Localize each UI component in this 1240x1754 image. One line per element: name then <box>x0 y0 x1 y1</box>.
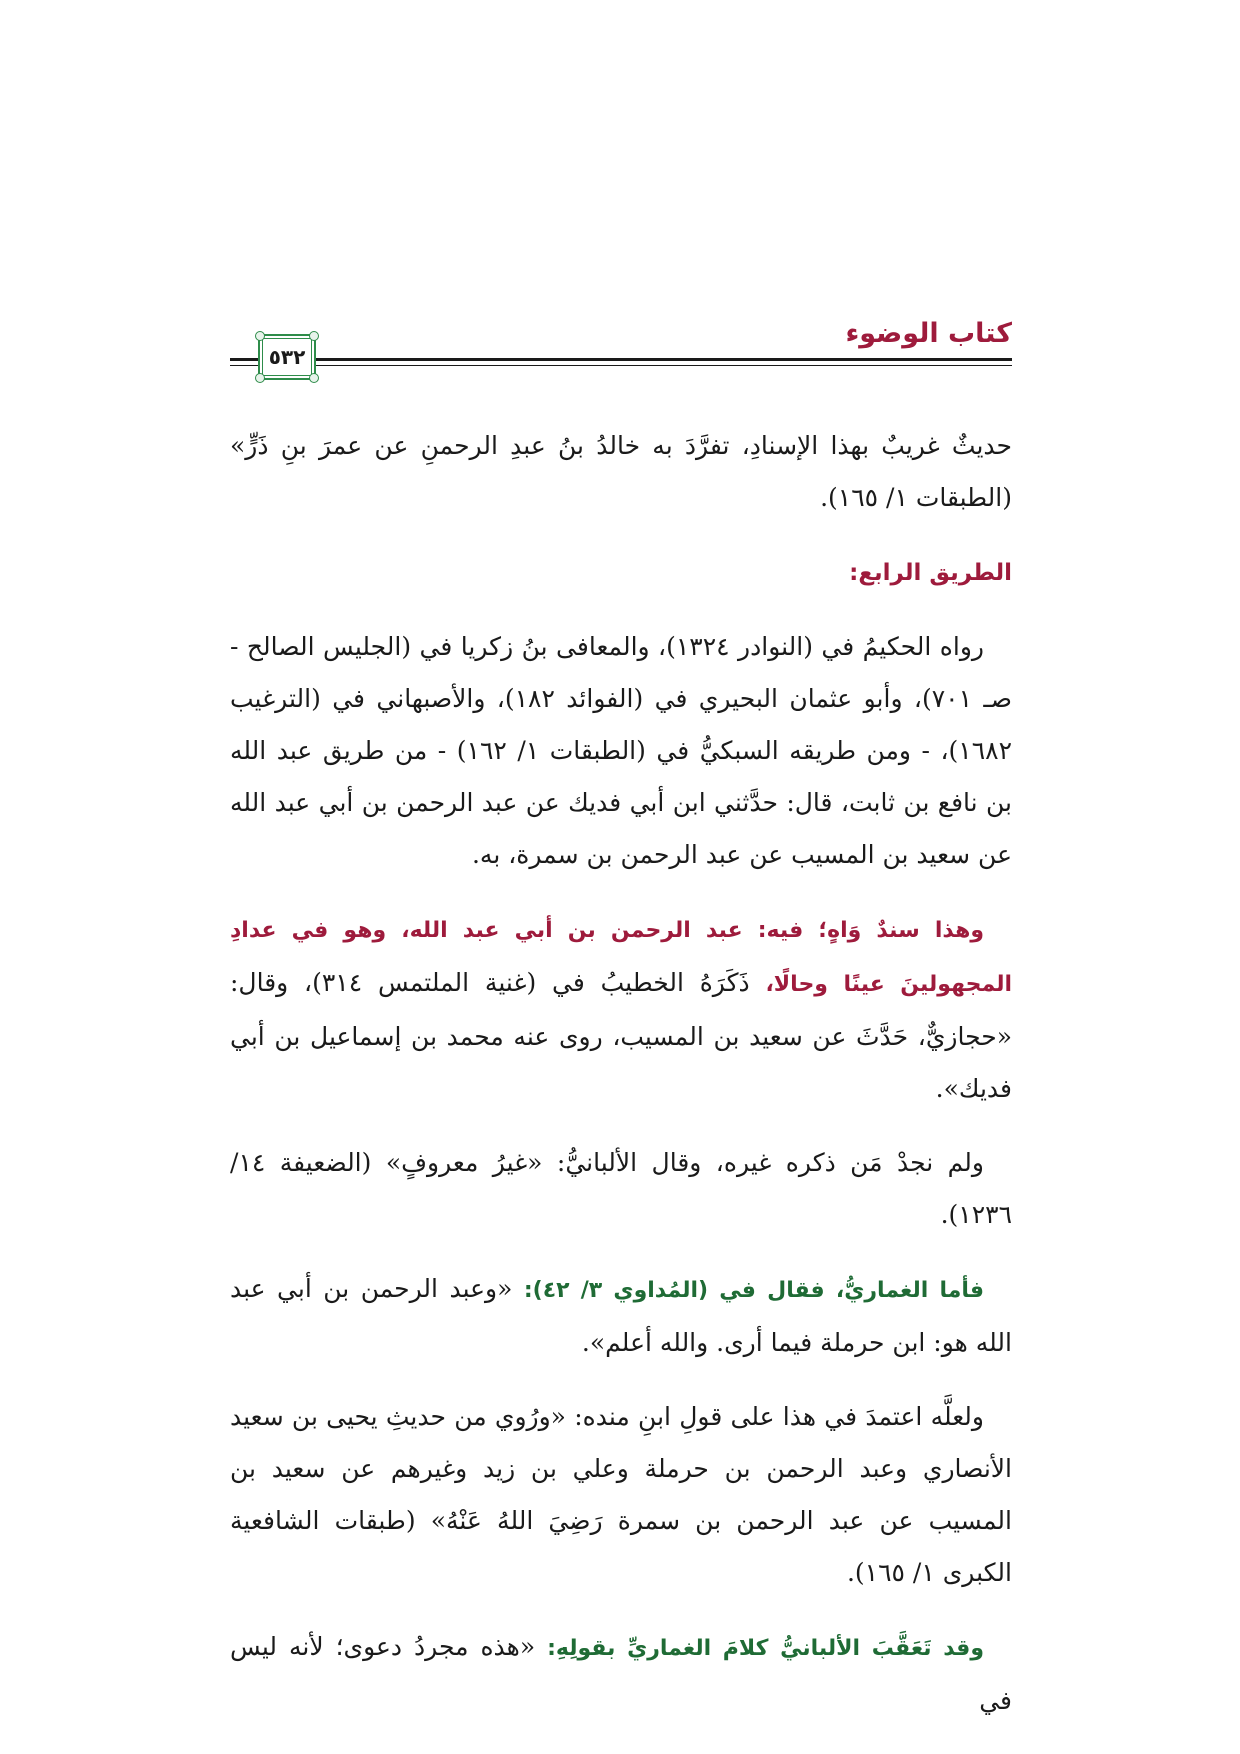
ornament-icon <box>309 373 319 383</box>
paragraph-narration: رواه الحكيمُ في (النوادر ١٣٢٤)، والمعافى بنُ زكريا في (الجليس الصالح - صـ ٧٠١)، وأبو عثمان البحيري في (الفوائد ١٨٢)، والأصبهاني في (الترغيب ١٦٨٢)، - ومن طريقه السبكيُّ في (الطبقات ١/ ١٦٢) - من طريق عبد الله بن نافع بن ثابت، قال: حدَّثني ابن أبي فديك عن عبد الرحمن بن أبي عبد الله عن سعيد بن المسيب عن عبد الرحمن بن سمرة، به. <box>230 632 1012 869</box>
emphasis-lead: وقد تَعَقَّبَ الألبانيُّ كلامَ الغماريِّ بقولِهِ: <box>547 1636 984 1661</box>
page-number: ٥٣٢ <box>268 345 306 369</box>
ornament-icon <box>255 331 265 341</box>
paragraph-albani-rebuttal <box>230 1621 1012 1727</box>
paragraph-text: «هذه مجردُ دعوى؛ لأنه ليس في <box>230 1632 1012 1715</box>
paragraph-text: ذَكَرَهُ الخطيبُ في (غنية الملتمس ٣١٤)، وقال: «حجازيٌّ، حَدَّثَ عن سعيد بن المسيب، روى عنه محمد بن إسماعيل بن أبي فديك». <box>230 968 1012 1103</box>
emphasis-lead: فأما الغماريُّ، فقال في (المُداوي ٣/ ٤٢): <box>523 1278 985 1303</box>
page-header <box>230 318 1012 388</box>
header-rule <box>230 358 1012 361</box>
ornament-icon <box>255 373 265 383</box>
ornament-icon <box>309 331 319 341</box>
book-title: كتاب الوضوء <box>845 318 1012 349</box>
heading-fourth-way: الطريق الرابع: <box>849 560 1012 586</box>
section-heading <box>230 546 1012 599</box>
page-number-frame <box>258 334 316 380</box>
paragraph-text: «وعبد الرحمن بن أبي عبد الله هو: ابن حرملة فيما أرى. والله أعلم». <box>230 1274 1012 1357</box>
emphasis-lead: وهذا سندٌ وَاهٍ؛ فيه: عبد الرحمن بن أبي عبد الله، وهو في عدادِ المجهولينَ عينًا وحالًا، <box>230 918 1012 997</box>
paragraph-ghumari <box>230 1263 1012 1369</box>
paragraph-ibn-mandah: ولعلَّه اعتمدَ في هذا على قولِ ابنِ منده: «ورُوي من حديثِ يحيى بن سعيد الأنصاري وعبد الرحمن بن حرملة وعلي بن زيد وغيرهم عن سعيد بن المسيب عن عبد الرحمن بن سمرة رَضِيَ اللهُ عَنْهُ» (طبقات الشافعية الكبرى ١/ ١٦٥). <box>230 1402 1012 1587</box>
page-body <box>230 420 1012 1727</box>
paragraph-chain-weakness <box>230 903 1012 1115</box>
paragraph-continuation: حديثٌ غريبٌ بهذا الإسنادِ، تفرَّدَ به خالدُ بنُ عبدِ الرحمنِ عن عمرَ بنِ ذَرٍّ» (الطبقات ١/ ١٦٥). <box>230 431 1012 512</box>
header-rule-thin <box>230 365 1012 366</box>
paragraph-albani: ولم نجدْ مَن ذكره غيره، وقال الألبانيُّ: «غيرُ معروفٍ» (الضعيفة ١٤/ ١٢٣٦). <box>230 1148 1012 1229</box>
